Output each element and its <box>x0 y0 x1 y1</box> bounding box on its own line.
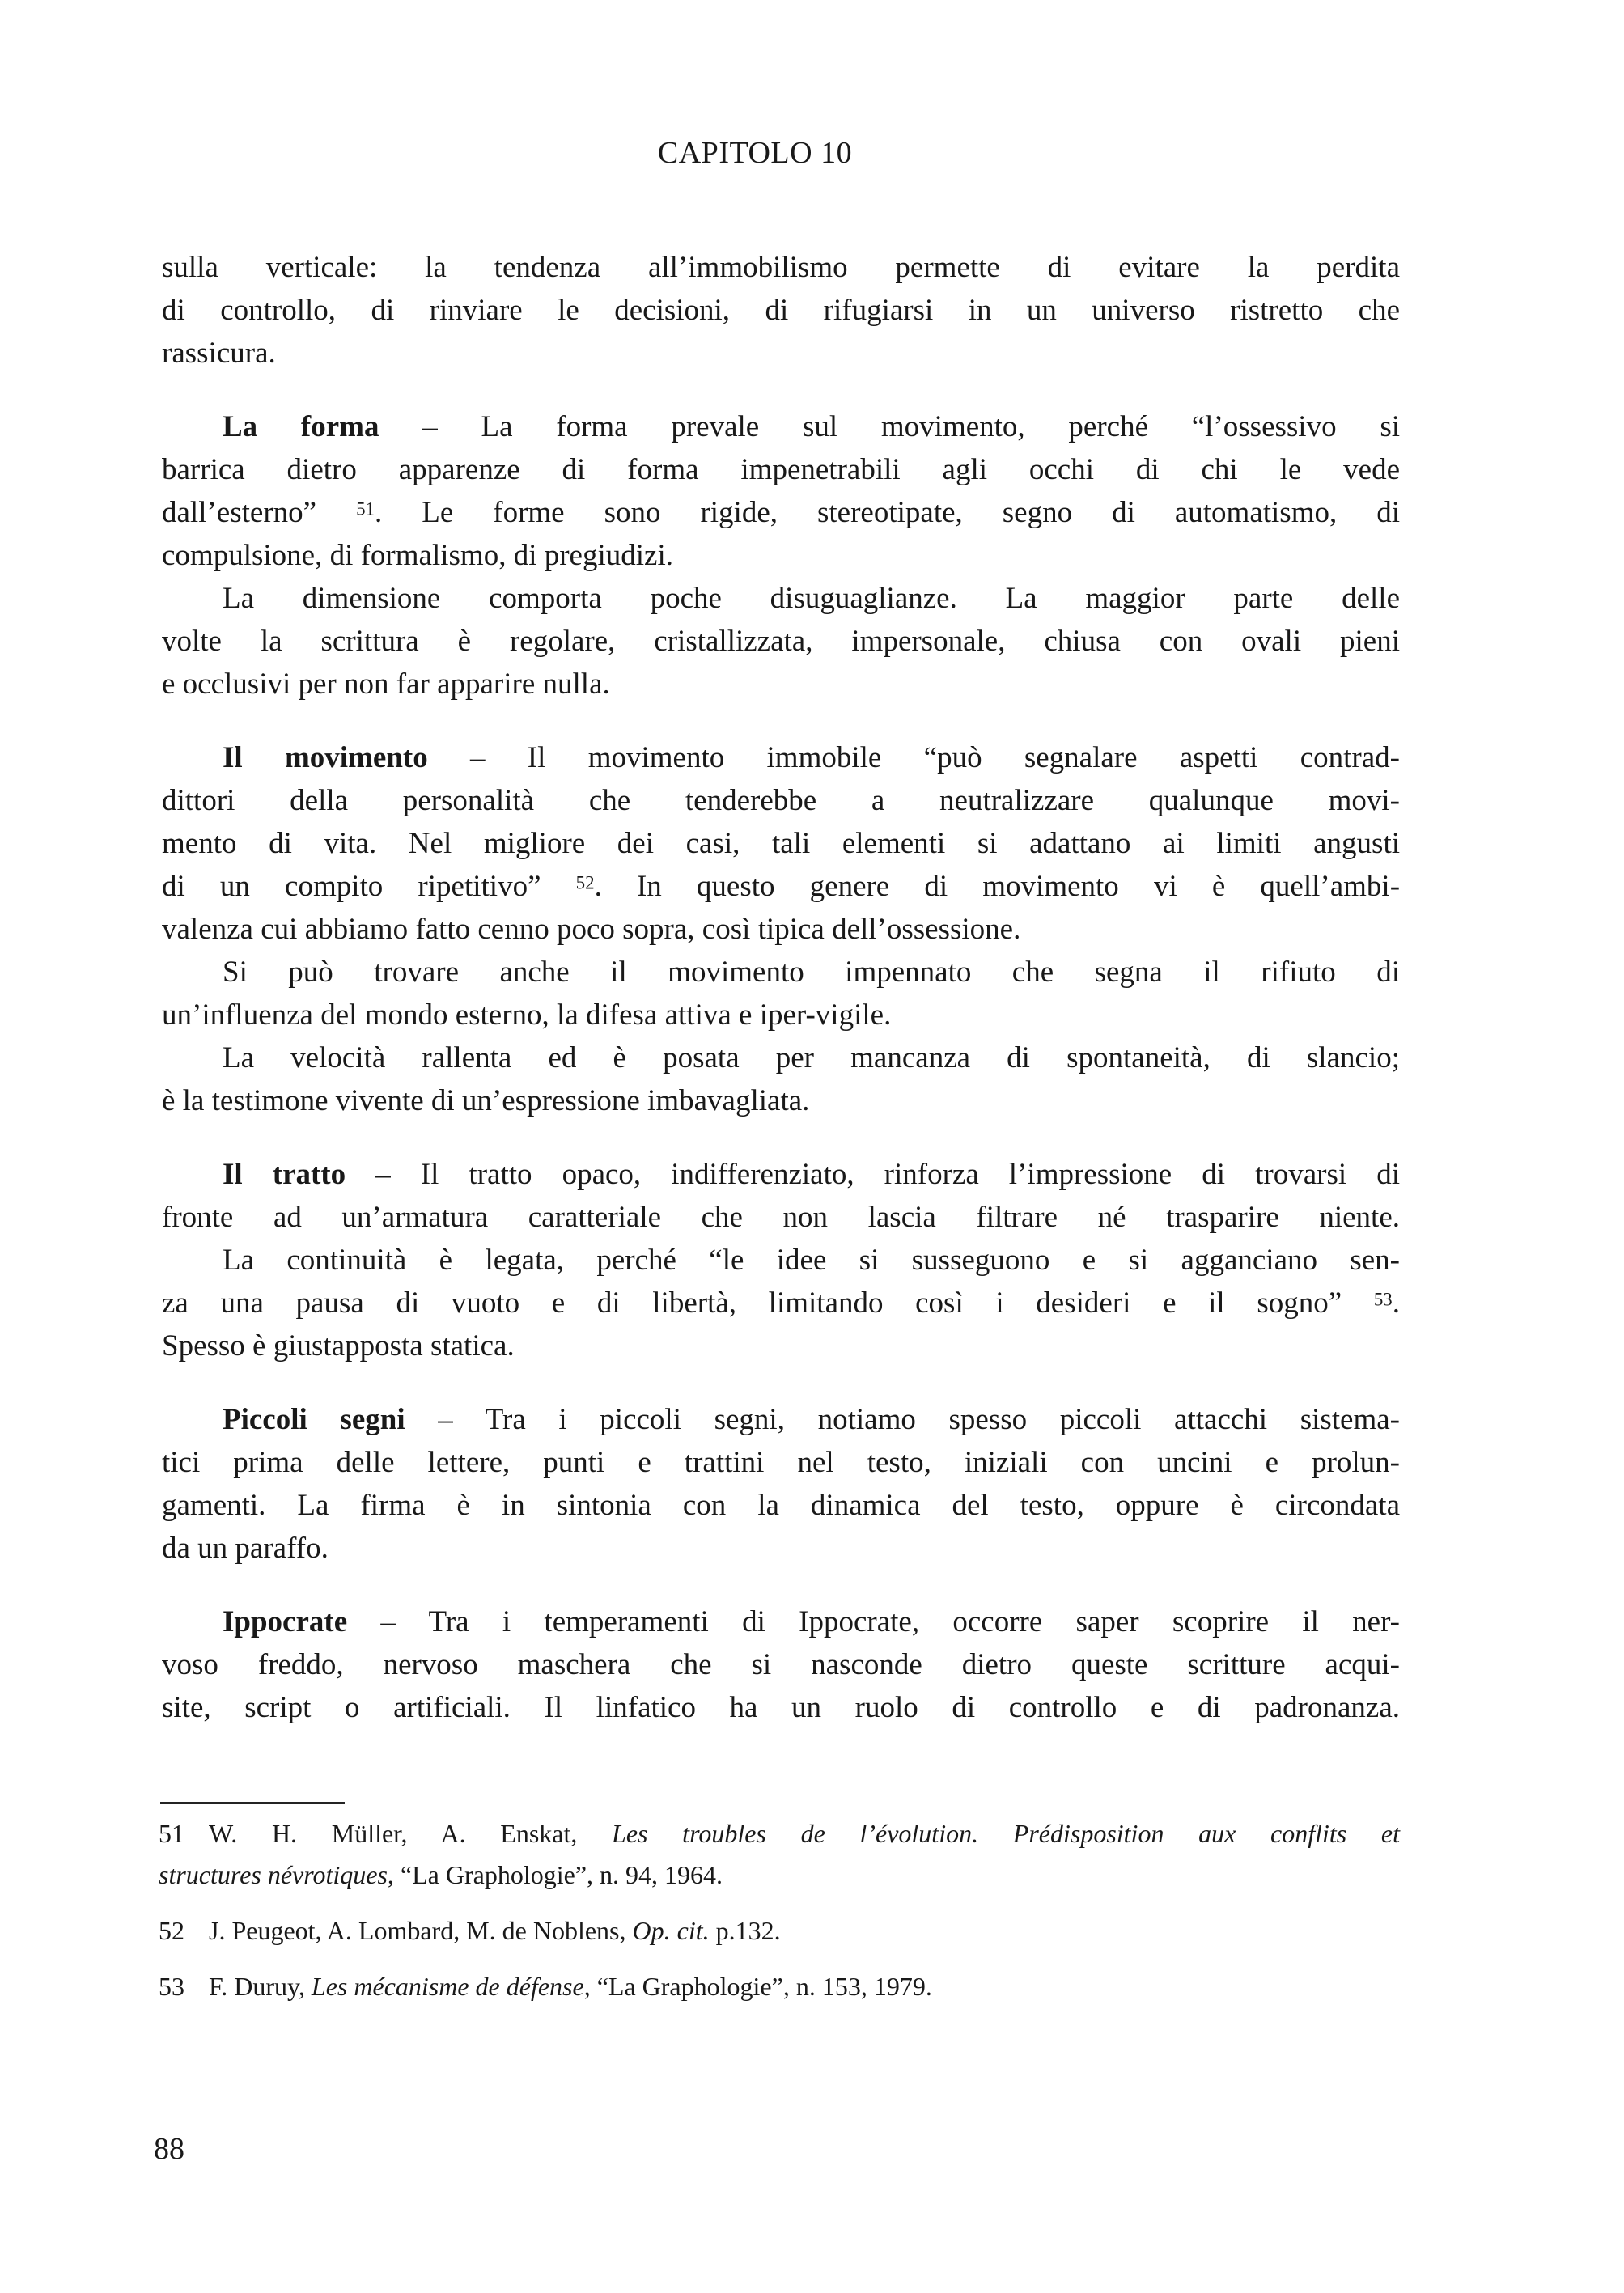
text-line <box>162 1325 1400 1367</box>
text-segment: Op. cit. <box>632 1916 710 1945</box>
text-line <box>162 865 1400 908</box>
text-line <box>162 448 1400 491</box>
text-segment: voso freddo, nervoso maschera che si nasconde dietro queste scritture acqui- <box>162 1648 1400 1681</box>
text-segment: è la testimone vivente di un’espressione imbavagliata. <box>162 1084 810 1117</box>
paragraph <box>162 736 1400 951</box>
text-line <box>162 951 1400 994</box>
text-segment: structures névrotiques <box>159 1860 388 1889</box>
paragraph <box>162 1398 1400 1570</box>
text-segment: site, script o artificiali. Il linfatico ha un ruolo di controllo e di padronanza. <box>162 1691 1400 1724</box>
text-segment: – Il movimento immobile “può segnalare aspetti contrad- <box>427 741 1400 774</box>
text-line <box>162 1153 1400 1196</box>
footnote-reference: 52 <box>575 872 595 893</box>
footnote-reference: 53 <box>1373 1289 1393 1310</box>
text-segment: compulsione, di formalismo, di pregiudizi. <box>162 539 673 572</box>
text-line <box>162 1239 1400 1282</box>
text-line <box>162 994 1400 1036</box>
text-segment: – Tra i piccoli segni, notiamo spesso piccoli attacchi sistema- <box>405 1403 1401 1436</box>
text-line <box>162 1643 1400 1686</box>
text-segment: volte la scrittura è regolare, cristallizzata, impersonale, chiusa con ovali pieni <box>162 625 1400 658</box>
text-segment: di un compito ripetitivo” <box>162 870 576 903</box>
footnote-divider <box>160 1802 345 1804</box>
text-line <box>162 822 1400 865</box>
text-segment: Spesso è giustapposta statica. <box>162 1329 515 1363</box>
text-segment: barrica dietro apparenze di forma impenetrabili agli occhi di chi le vede <box>162 453 1400 486</box>
text-segment: , “La Graphologie”, n. 94, 1964. <box>387 1860 723 1889</box>
text-segment: La forma <box>223 410 379 443</box>
footnote <box>159 1910 1400 1952</box>
footnote <box>159 1813 1400 1896</box>
text-line <box>162 736 1400 779</box>
text-segment: F. Duruy, <box>209 1972 312 2001</box>
text-segment: – La forma prevale sul movimento, perché “l’ossessivo si <box>379 410 1401 443</box>
text-segment: , “La Graphologie”, n. 153, 1979. <box>583 1972 932 2001</box>
text-segment: La continuità è legata, perché “le idee si susseguono e si agganciano sen- <box>223 1244 1400 1277</box>
text-line <box>162 1196 1400 1239</box>
paragraph <box>162 1239 1400 1367</box>
text-line <box>162 405 1400 448</box>
paragraph <box>162 1153 1400 1239</box>
text-line <box>162 1036 1400 1079</box>
text-segment: dall’esterno” <box>162 496 357 529</box>
chapter-header: CAPITOLO 10 <box>657 136 853 170</box>
text-line <box>159 1854 1400 1896</box>
text-line <box>162 289 1400 332</box>
footnote-number: 52 <box>159 1916 184 1945</box>
text-line <box>162 1600 1400 1643</box>
text-segment: di controllo, di rinviare le decisioni, di rifugiarsi in un universo ristretto che <box>162 294 1400 327</box>
text-segment: gamenti. La firma è in sintonia con la dinamica del testo, oppure è circondata <box>162 1489 1400 1522</box>
paragraph <box>162 951 1400 1036</box>
paragraph <box>162 1600 1400 1729</box>
text-segment: tici prima delle lettere, punti e trattini nel testo, iniziali con uncini e prolun- <box>162 1446 1400 1479</box>
footnote-reference: 51 <box>356 498 375 519</box>
text-line <box>162 534 1400 577</box>
text-segment: Les troubles de l’évolution. Prédisposition aux conflits et <box>612 1819 1401 1848</box>
text-line <box>162 332 1400 375</box>
text-segment: za una pausa di vuoto e di libertà, limitando così i desideri e il sogno” <box>162 1286 1374 1320</box>
text-line <box>162 663 1400 706</box>
text-segment: – Tra i temperamenti di Ippocrate, occorre saper scoprire il ner- <box>347 1605 1400 1638</box>
text-segment: Il tratto <box>223 1158 346 1191</box>
text-segment: – Il tratto opaco, indifferenziato, rinforza l’impressione di trovarsi di <box>346 1158 1400 1191</box>
text-segment: Si può trovare anche il movimento impennato che segna il rifiuto di <box>223 956 1400 989</box>
paragraph <box>162 577 1400 706</box>
text-segment: . <box>1392 1286 1400 1320</box>
text-segment: dittori della personalità che tenderebbe a neutralizzare qualunque movi- <box>162 784 1400 817</box>
text-segment: p.132. <box>709 1916 781 1945</box>
footnotes-list <box>159 1813 1400 2007</box>
text-segment: Piccoli segni <box>223 1403 405 1436</box>
text-line <box>162 1441 1400 1484</box>
footnote-number: 53 <box>159 1972 184 2001</box>
text-line <box>162 908 1400 951</box>
text-segment: Il movimento <box>223 741 428 774</box>
text-line <box>159 1966 1400 2007</box>
text-segment: rassicura. <box>162 337 276 370</box>
text-line <box>162 779 1400 822</box>
text-line <box>162 1527 1400 1570</box>
footnote <box>159 1966 1400 2007</box>
text-segment: J. Peugeot, A. Lombard, M. de Noblens, <box>209 1916 633 1945</box>
text-segment: fronte ad un’armatura caratteriale che non lascia filtrare né trasparire niente. <box>162 1201 1400 1234</box>
text-line <box>162 1079 1400 1122</box>
text-line <box>159 1910 1400 1952</box>
text-segment: valenza cui abbiamo fatto cenno poco sopra, così tipica dell’ossessione. <box>162 913 1021 946</box>
text-line <box>162 1398 1400 1441</box>
text-line <box>162 1282 1400 1325</box>
text-segment: un’influenza del mondo esterno, la difesa attiva e iper-vigile. <box>162 998 892 1032</box>
text-segment: Ippocrate <box>223 1605 348 1638</box>
body-text <box>162 246 1400 1729</box>
paragraph <box>162 1036 1400 1122</box>
text-segment: . In questo genere di movimento vi è quell’ambi- <box>594 870 1401 903</box>
text-segment: W. H. Müller, A. Enskat, <box>209 1819 613 1848</box>
paragraph <box>162 405 1400 577</box>
text-segment: La velocità rallenta ed è posata per mancanza di spontaneità, di slancio; <box>223 1041 1400 1074</box>
text-segment: La dimensione comporta poche disuguaglianze. La maggior parte delle <box>223 582 1400 615</box>
text-segment: e occlusivi per non far apparire nulla. <box>162 668 610 701</box>
text-segment: mento di vita. Nel migliore dei casi, tali elementi si adattano ai limiti angusti <box>162 827 1400 860</box>
footnote-number: 51 <box>159 1819 184 1848</box>
text-segment: Les mécanisme de défense <box>311 1972 584 2001</box>
text-line <box>162 620 1400 663</box>
text-line <box>162 577 1400 620</box>
text-segment: . Le forme sono rigide, stereotipate, segno di automatismo, di <box>375 496 1400 529</box>
text-segment: sulla verticale: la tendenza all’immobilismo permette di evitare la perdita <box>162 251 1400 284</box>
text-line <box>159 1813 1400 1854</box>
page-number: 88 <box>154 2132 184 2166</box>
text-line <box>162 1484 1400 1527</box>
paragraph <box>162 246 1400 375</box>
text-line <box>162 246 1400 289</box>
text-segment: da un paraffo. <box>162 1532 329 1565</box>
text-line <box>162 1686 1400 1729</box>
text-line <box>162 491 1400 534</box>
